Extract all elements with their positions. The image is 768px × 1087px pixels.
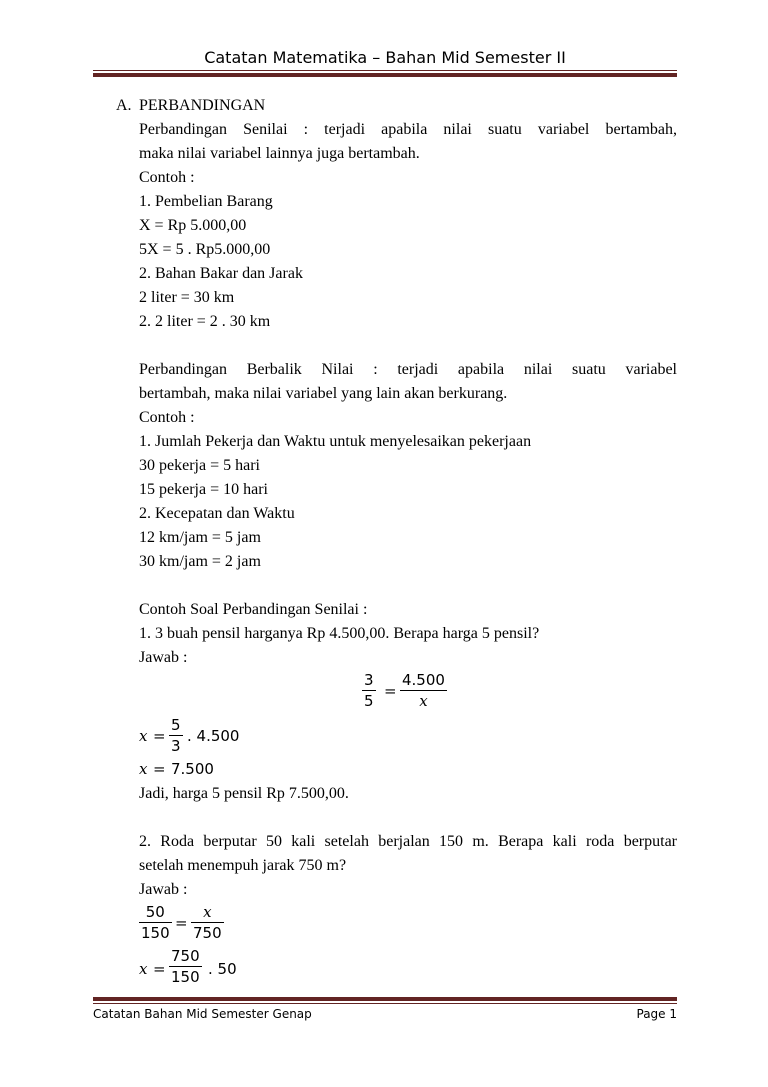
senilai-item: 2. 2 liter = 2 . 30 km [139, 313, 271, 330]
soal-heading: Contoh Soal Perbandingan Senilai : [139, 601, 368, 618]
berbalik-item: 2. Kecepatan dan Waktu [139, 505, 295, 522]
eq1-fraction-left [362, 670, 376, 711]
senilai-definition-line2: maka nilai variabel lainnya juga bertambah. [139, 145, 420, 162]
berbalik-item: 15 pekerja = 10 hari [139, 481, 268, 498]
senilai-item: X = Rp 5.000,00 [139, 217, 247, 234]
soal-question-2-line2: setelah menempuh jarak 750 m? [139, 857, 347, 874]
eq4-equals: = [175, 914, 188, 932]
eq2-equals: = [153, 727, 166, 745]
eq2-numerator: 5 [171, 716, 181, 734]
eq2-rest: . 4.500 [187, 727, 240, 745]
eq4-fraction-right [191, 902, 224, 943]
page-header-title: Catatan Matematika – Bahan Mid Semester II [204, 48, 566, 67]
eq4-denominator-right: 750 [193, 924, 222, 942]
berbalik-item: 1. Jumlah Pekerja dan Waktu untuk menyelesaikan pekerjaan [139, 433, 532, 450]
eq1-denominator-right: x [419, 692, 428, 710]
section-title: PERBANDINGAN [139, 97, 266, 114]
eq1-fraction-right [400, 670, 447, 711]
soal-question-2-line1: 2. Roda berputar 50 kali setelah berjalan 150 m. Berapa kali roda berputar [139, 833, 677, 850]
berbalik-definition-line2: bertambah, maka nilai variabel yang lain akan berkurang. [139, 385, 508, 402]
eq3-value: 7.500 [171, 760, 214, 778]
eq5-denominator: 150 [171, 968, 200, 986]
soal-jawab-label: Jawab : [139, 649, 188, 666]
footer-page-number: Page 1 [636, 1007, 677, 1021]
eq4-numerator-left: 50 [145, 903, 165, 921]
senilai-item: 2 liter = 30 km [139, 289, 235, 306]
soal-conclusion: Jadi, harga 5 pensil Rp 7.500,00. [139, 785, 349, 802]
eq5-equals: = [153, 960, 166, 978]
senilai-definition-line1: Perbandingan Senilai : terjadi apabila nilai suatu variabel bertambah, [139, 121, 677, 138]
senilai-item: 1. Pembelian Barang [139, 193, 273, 210]
eq5-rest: . 50 [208, 960, 237, 978]
eq1-equals: = [384, 682, 397, 700]
senilai-contoh-label: Contoh : [139, 169, 195, 186]
eq2-fraction [169, 715, 183, 756]
senilai-item: 5X = 5 . Rp5.000,00 [139, 241, 271, 258]
soal-jawab-label-2: Jawab : [139, 881, 188, 898]
eq5-numerator: 750 [171, 947, 200, 965]
berbalik-contoh-label: Contoh : [139, 409, 195, 426]
eq4-denominator-left: 150 [141, 924, 170, 942]
eq5-fraction [169, 946, 202, 987]
eq1-numerator-left: 3 [364, 671, 374, 689]
footer-left-text: Catatan Bahan Mid Semester Genap [93, 1007, 312, 1021]
berbalik-item: 12 km/jam = 5 jam [139, 529, 261, 546]
eq1-numerator-right: 4.500 [402, 671, 445, 689]
eq4-fraction-left [139, 902, 172, 943]
section-letter: A. [116, 97, 132, 114]
berbalik-definition-line1: Perbandingan Berbalik Nilai : terjadi apabila nilai suatu variabel [139, 361, 677, 378]
berbalik-item: 30 pekerja = 5 hari [139, 457, 260, 474]
eq2-denominator: 3 [171, 737, 181, 755]
soal-question-1: 1. 3 buah pensil harganya Rp 4.500,00. Berapa harga 5 pensil? [139, 625, 540, 642]
eq2-variable: x [139, 727, 148, 745]
eq1-denominator-left: 5 [364, 692, 374, 710]
footer-rule-thick [93, 997, 677, 1001]
senilai-item: 2. Bahan Bakar dan Jarak [139, 265, 303, 282]
berbalik-item: 30 km/jam = 2 jam [139, 553, 261, 570]
footer-rule-thin [93, 1003, 677, 1004]
eq4-numerator-right: x [203, 903, 212, 921]
eq5-variable: x [139, 960, 148, 978]
eq3-equals: = [153, 760, 166, 778]
eq3-variable: x [139, 760, 148, 778]
